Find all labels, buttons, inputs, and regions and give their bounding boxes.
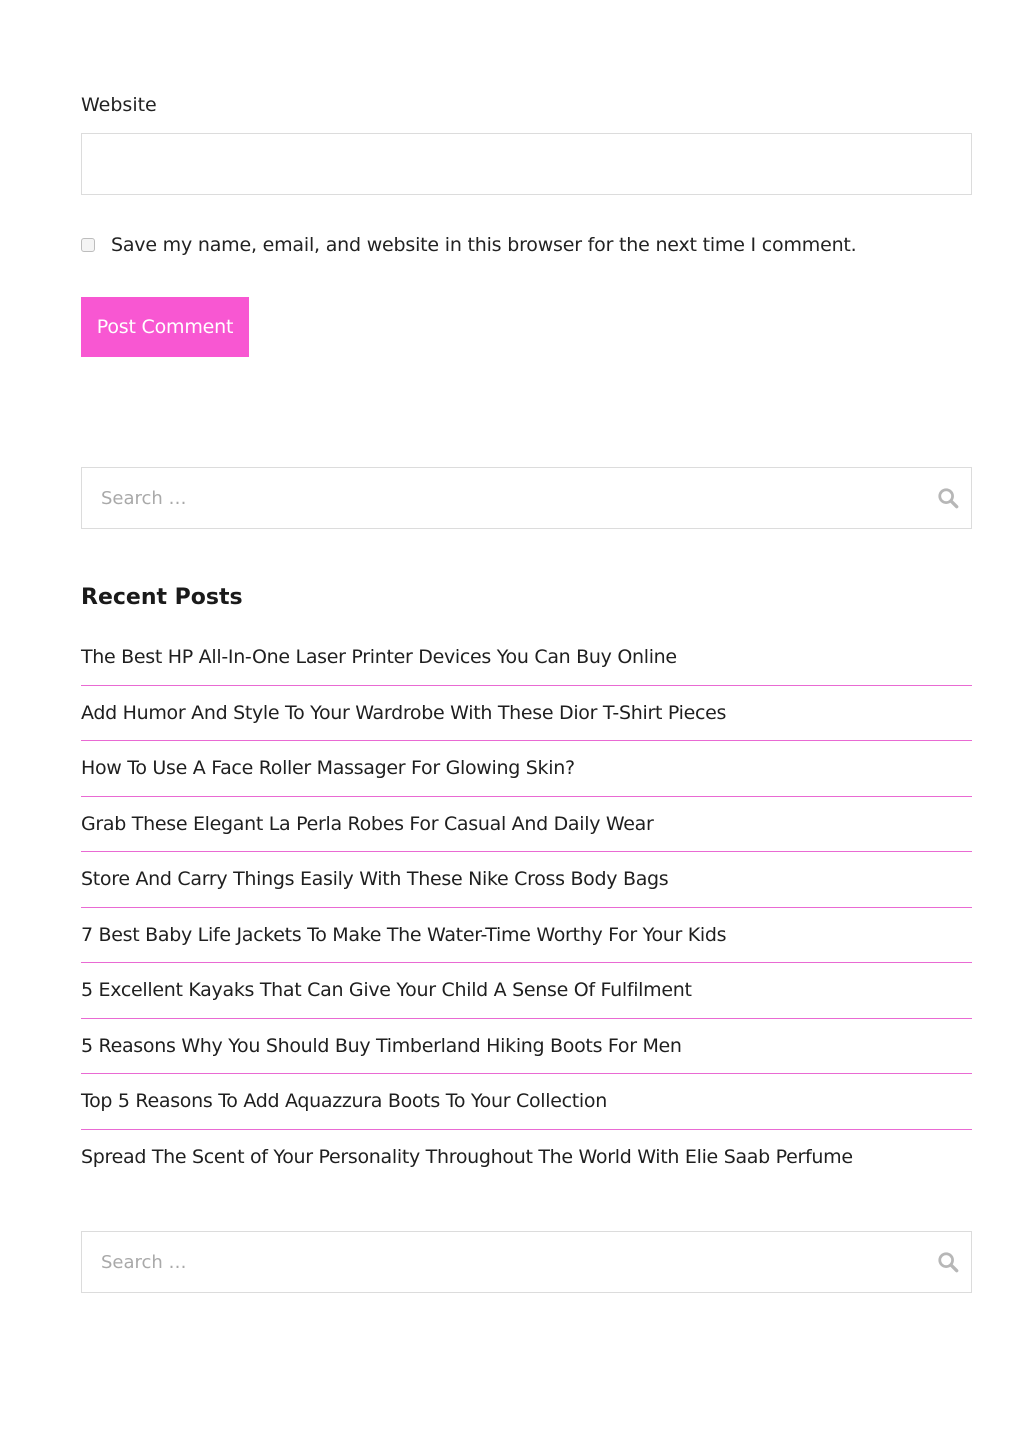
recent-posts-title: Recent Posts [81, 585, 243, 610]
search-input-bottom[interactable] [82, 1232, 902, 1292]
recent-post-link[interactable]: Store And Carry Things Easily With These Nike Cross Body Bags [81, 868, 669, 891]
recent-post-link[interactable]: 5 Excellent Kayaks That Can Give Your Child A Sense Of Fulfilment [81, 979, 692, 1002]
recent-post-link[interactable]: How To Use A Face Roller Massager For Glowing Skin? [81, 757, 575, 780]
website-label: Website [81, 94, 157, 116]
website-field[interactable] [81, 133, 972, 195]
search-form-top [81, 467, 972, 529]
search-form-bottom [81, 1231, 972, 1293]
search-icon[interactable] [937, 1251, 959, 1273]
list-item [81, 908, 972, 964]
list-item [81, 686, 972, 742]
list-item [81, 741, 972, 797]
search-icon[interactable] [937, 487, 959, 509]
recent-post-link[interactable]: The Best HP All-In-One Laser Printer Devices You Can Buy Online [81, 646, 677, 669]
list-item [81, 797, 972, 853]
search-input-top[interactable] [82, 468, 902, 528]
recent-post-link[interactable]: Spread The Scent of Your Personality Throughout The World With Elie Saab Perfume [81, 1145, 853, 1168]
list-item [81, 1074, 972, 1130]
consent-label: Save my name, email, and website in this browser for the next time I comment. [111, 234, 857, 256]
recent-post-link[interactable]: Add Humor And Style To Your Wardrobe With These Dior T-Shirt Pieces [81, 701, 727, 724]
list-item [81, 963, 972, 1019]
save-info-checkbox[interactable] [81, 238, 95, 252]
list-item [81, 1019, 972, 1075]
recent-post-link[interactable]: 5 Reasons Why You Should Buy Timberland Hiking Boots For Men [81, 1034, 682, 1057]
recent-post-link[interactable]: Top 5 Reasons To Add Aquazzura Boots To Your Collection [81, 1090, 607, 1113]
recent-post-link[interactable]: Grab These Elegant La Perla Robes For Casual And Daily Wear [81, 812, 654, 835]
recent-post-link[interactable]: 7 Best Baby Life Jackets To Make The Water-Time Worthy For Your Kids [81, 923, 727, 946]
consent-row [81, 234, 857, 256]
list-item [81, 630, 972, 686]
list-item [81, 852, 972, 908]
post-comment-button[interactable]: Post Comment [81, 297, 249, 357]
recent-posts-list [81, 630, 972, 1184]
list-item [81, 1130, 972, 1185]
